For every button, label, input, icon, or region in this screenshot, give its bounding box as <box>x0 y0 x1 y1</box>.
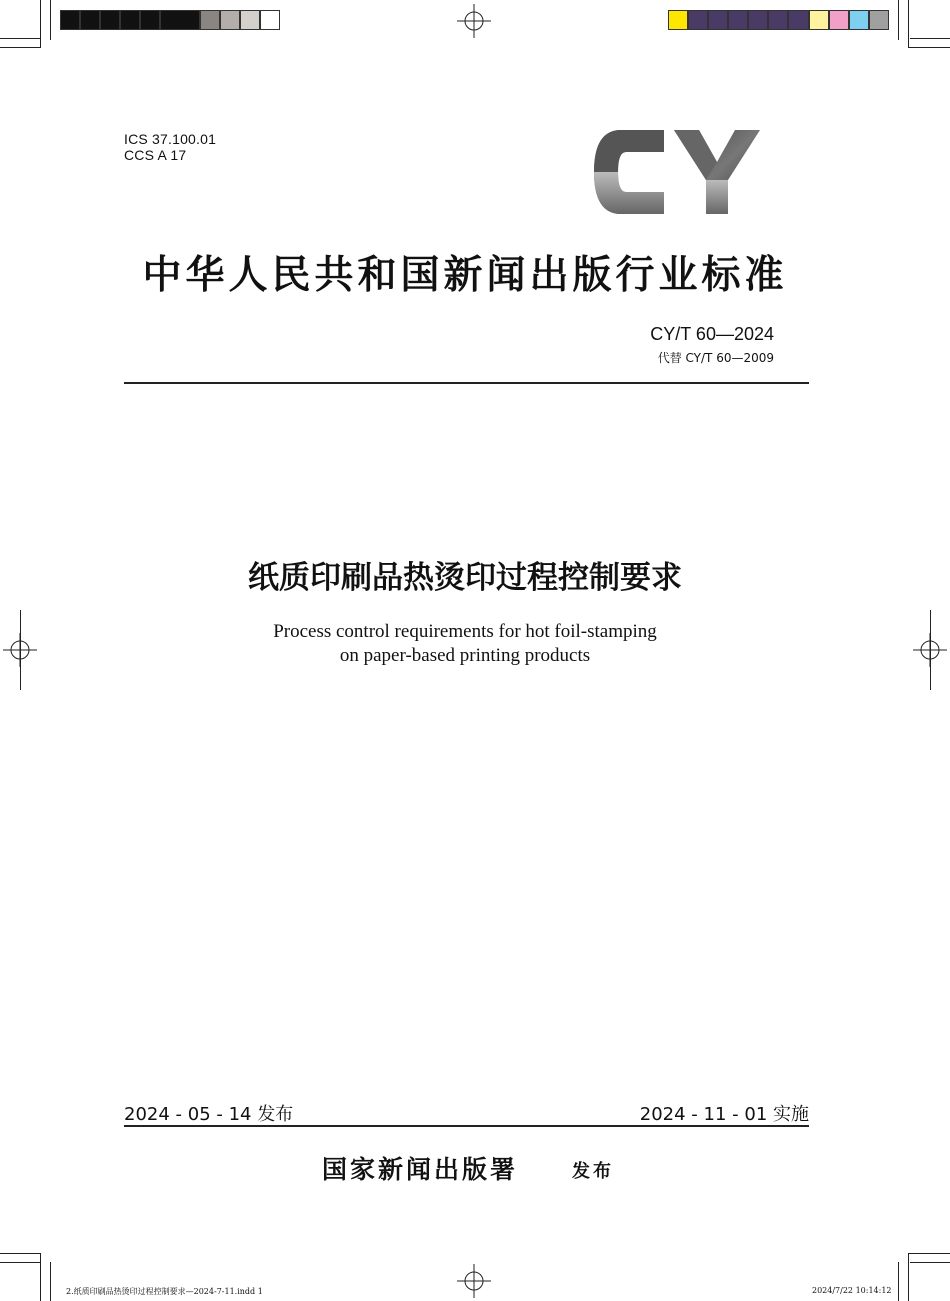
registration-mark-bottom <box>457 1264 491 1298</box>
crop-mark-bottom-right-h <box>908 1253 950 1254</box>
classification-codes <box>124 131 216 163</box>
color-swatch <box>869 10 889 30</box>
color-swatch <box>768 10 788 30</box>
ics-code: ICS 37.100.01 <box>124 131 217 147</box>
standard-number: CY/T 60—2024 <box>650 324 774 344</box>
color-swatch <box>849 10 869 30</box>
color-swatch <box>668 10 688 30</box>
crop-mark-top-right-v2 <box>898 0 899 40</box>
registration-mark-top <box>457 4 491 38</box>
crop-mark-top-right-h2 <box>910 38 950 39</box>
crop-mark-bottom-left-h <box>0 1253 40 1254</box>
print-slug-file: 2.纸质印刷品热烫印过程控制要求—2024-7-11.indd 1 <box>66 1287 263 1296</box>
document-title-cn: 纸质印刷品热烫印过程控制要求 <box>248 560 682 596</box>
color-swatch <box>748 10 768 30</box>
color-bar-left <box>60 10 280 30</box>
standard-category-title: 中华人民共和国新闻出版行业标准 <box>142 253 788 298</box>
cy-logo <box>586 122 766 222</box>
crop-mark-top-left-h2 <box>0 38 40 39</box>
crop-mark-bottom-left-v2 <box>50 1262 51 1301</box>
crop-mark-bottom-left-v <box>40 1253 41 1301</box>
color-swatch <box>60 10 80 30</box>
color-swatch <box>260 10 280 30</box>
color-swatch <box>728 10 748 30</box>
color-swatch <box>220 10 240 30</box>
crop-mark-top-right-h <box>908 47 950 48</box>
color-swatch <box>80 10 100 30</box>
ccs-code: CCS A 17 <box>124 147 187 163</box>
color-swatch <box>788 10 809 30</box>
crop-mark-bottom-right-v <box>908 1253 909 1301</box>
publisher-name: 国家新闻出版署 <box>322 1155 519 1184</box>
color-swatch <box>708 10 728 30</box>
document-title-en-line1: Process control requirements for hot foil-stamping <box>273 621 657 642</box>
crop-mark-bottom-right-h2 <box>910 1262 950 1263</box>
publisher-action: 发布 <box>572 1161 614 1182</box>
color-swatch <box>200 10 220 30</box>
issue-date: 2024 - 05 - 14 发布 <box>124 1104 294 1125</box>
cy-logo-text: CY <box>586 122 588 123</box>
color-swatch <box>688 10 708 30</box>
color-bar-right <box>668 10 889 30</box>
color-swatch <box>240 10 260 30</box>
print-slug-timestamp: 2024/7/22 10:14:12 <box>812 1286 892 1295</box>
crop-mark-top-right-v <box>908 0 909 48</box>
crop-mark-top-left-v2 <box>50 0 51 40</box>
color-swatch <box>160 10 200 30</box>
replaces-standard: 代替 CY/T 60—2009 <box>657 351 774 365</box>
color-swatch <box>140 10 160 30</box>
crop-mark-bottom-right-v2 <box>898 1262 899 1301</box>
color-swatch <box>120 10 140 30</box>
crop-mark-top-left-h <box>0 47 40 48</box>
document-title-en <box>0 620 930 668</box>
crop-mark-top-left-v <box>40 0 41 48</box>
footer-divider <box>124 1125 809 1127</box>
color-swatch <box>809 10 829 30</box>
color-swatch <box>829 10 849 30</box>
document-title-en-line2: on paper-based printing products <box>339 645 591 666</box>
crop-mark-bottom-left-h2 <box>0 1262 40 1263</box>
header-divider <box>124 382 809 384</box>
implementation-date: 2024 - 11 - 01 实施 <box>639 1104 809 1125</box>
color-swatch <box>100 10 120 30</box>
